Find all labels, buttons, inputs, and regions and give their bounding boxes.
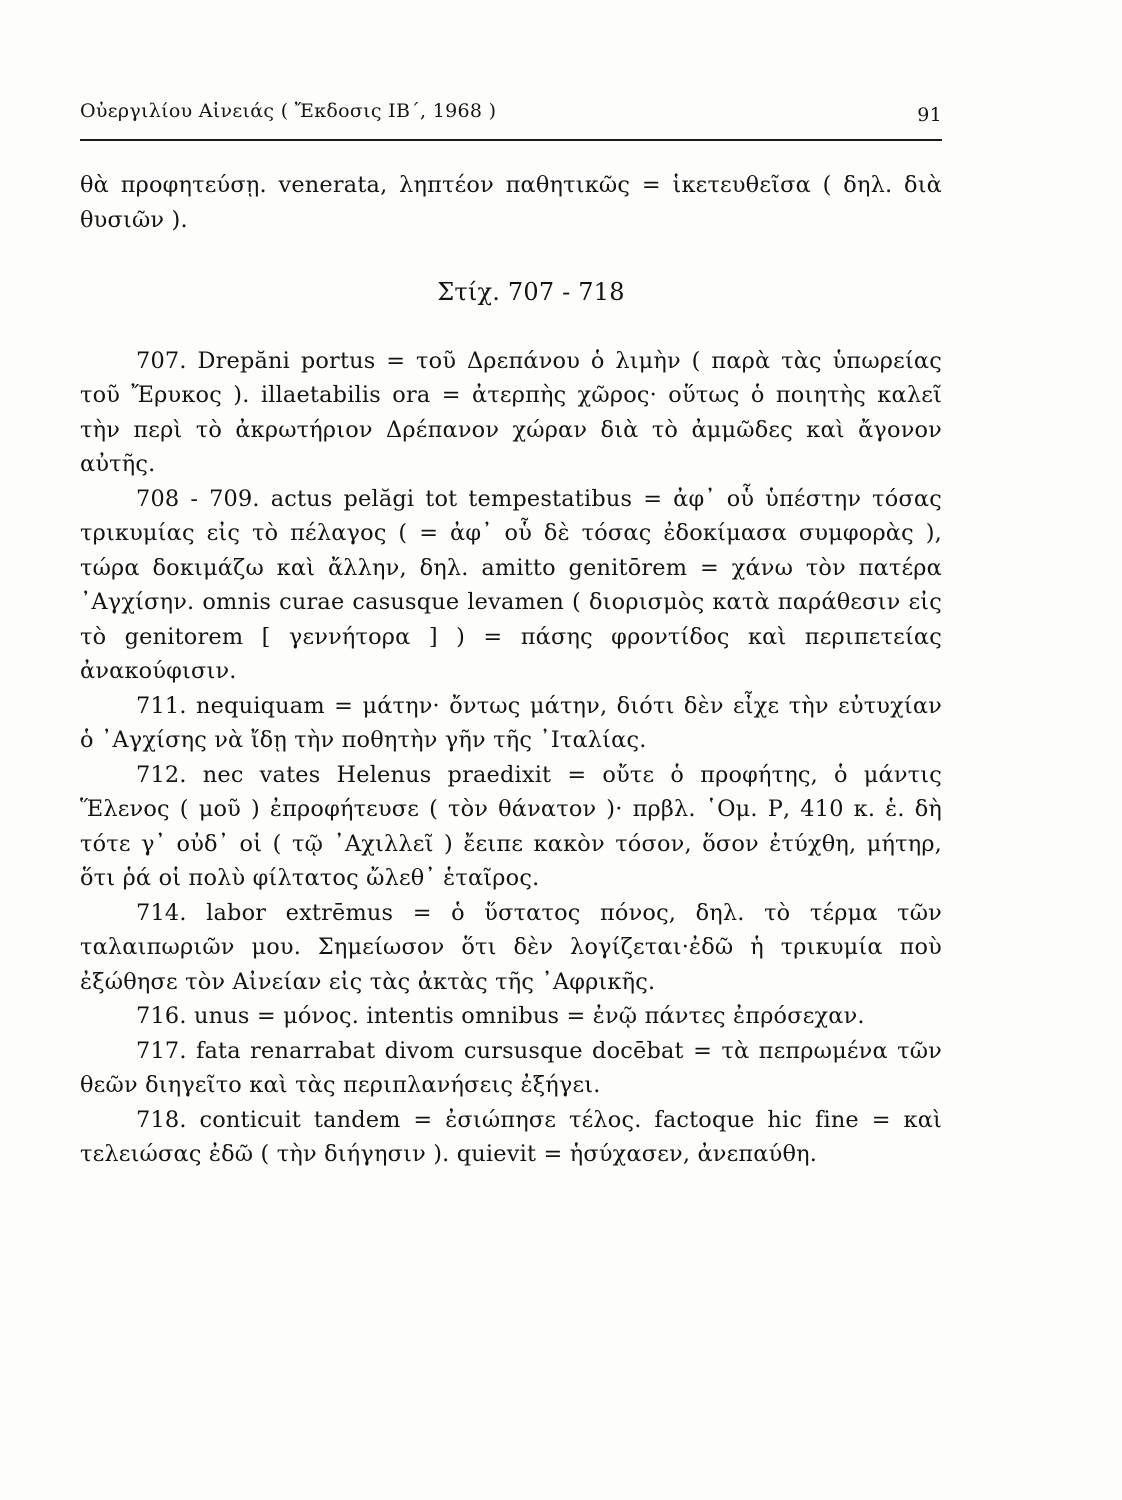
section-title: Στίχ. 707 - 718 [437,278,625,306]
entry-712: 712. nec vates Helenus praedixit = οὔτε ὁ προφήτης, ὁ μάντις Ἕλενος ( μοῦ ) ἐπροφήτευσε ( τὸν θάνατον )· πρβλ. ῾Ομ. Ρ, 410 κ. ἑ. δὴ τότε γ᾽ οὐδ᾽ οἱ ( τῷ ᾽Αχιλλεῖ ) ἔειπε κακὸν τόσον, ὅσον ἐτύχθη, μήτηρ, ὅτι ῥά οἱ πολὺ φίλτατος ὤλεθ᾽ ἑταῖρος. [80,761,942,891]
entry-714: 714. labor extrēmus = ὁ ὕστατος πόνος, δηλ. τὸ τέρμα τῶν ταλαιπωριῶν μου. Σημείωσον ὅτι δὲν λογίζεται·ἐδῶ ἡ τρικυμία ποὺ ἐξώθησε τὸν Αἰνείαν εἰς τὰς ἀκτὰς τῆς ᾽Αφρικῆς. [80,899,942,995]
header-rule [80,139,942,141]
entry-718: 718. conticuit tandem = ἐσιώπησε τέλος. factoque hic fine = καὶ τελειώσας ἐδῶ ( τὴν διήγησιν ). quievit = ἡσύχασεν, ἀνεπαύθη. [80,1106,942,1167]
entry-711: 711. nequiquam = μάτην· ὄντως μάτην, διότι δὲν εἶχε τὴν εὐτυχίαν ὁ ᾽Αγχίσης νὰ ἴδῃ τὴν ποθητὴν γῆν τῆς ᾽Ιταλίας. [80,692,942,753]
intro-paragraph: θὰ προφητεύσῃ. venerata, ληπτέον παθητικῶς = ἱκετευθεῖσα ( δηλ. διὰ θυσιῶν ). [80,172,942,233]
commentary-body [80,168,942,1172]
entry-707: 707. Drepăni portus = τοῦ Δρεπάνου ὁ λιμὴν ( παρὰ τὰς ὑπωρείας τοῦ Ἔρυκος ). illaetabilis ora = ἀτερπὴς χῶρος· οὕτως ὁ ποιητὴς καλεῖ τὴν περὶ τὸ ἀκρωτήριον Δρέπανον χώραν διὰ τὸ ἀμμῶδες καὶ ἄγονον αὐτῆς. [80,347,942,477]
page-number: 91 [917,104,942,126]
running-head-title: Οὐεργιλίου Αἰνειάς ( Ἔκδοσις ΙΒ΄, 1968 ) [80,100,497,122]
entry-708-709: 708 - 709. actus pelăgi tot tempestatibus = ἀφ᾽ οὗ ὑπέστην τόσας τρικυμίας εἰς τὸ πέλαγος ( = ἀφ᾽ οὗ δὲ τόσας ἐδοκίμασα συμφορὰς ), τώρα δοκιμάζω καὶ ἄλλην, δηλ. amitto genitōrem = χάνω τὸν πατέρα ᾽Αγχίσην. omnis curae casusque levamen ( διορισμὸς κατὰ παράθεσιν εἰς τὸ genitorem [ γεννήτορα ] ) = πάσης φροντίδος καὶ περιπετείας ἀνακούφισιν. [80,485,942,684]
entry-717: 717. fata renarrabat divom cursusque docēbat = τὰ πεπρωμένα τῶν θεῶν διηγεῖτο καὶ τὰς περιπλανήσεις ἐξήγει. [80,1037,942,1098]
running-head [80,100,942,130]
entry-716: 716. unus = μόνος. intentis omnibus = ἐνῷ πάντες ἐπρόσεχαν. [136,1003,865,1029]
